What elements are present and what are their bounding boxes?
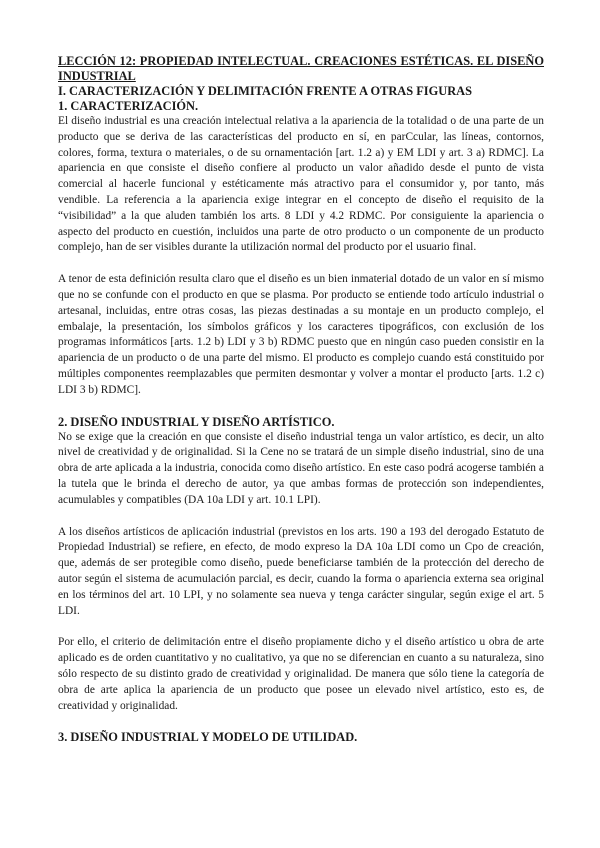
subsection-heading-2: 2. DISEÑO INDUSTRIAL Y DISEÑO ARTÍSTICO. [58,414,335,429]
lesson-title: LECCIÓN 12: PROPIEDAD INTELECTUAL. CREACIONES ESTÉTICAS. EL DISEÑO INDUSTRIAL [58,54,544,83]
paragraph: A los diseños artísticos de aplicación industrial (previstos en los arts. 190 a 193 del derogado Estatuto de Propiedad Industrial) se refiere, en efecto, de modo expreso la DA 10a LDI como un Cpo de creación, que, además de ser protegible como diseño, puede beneficiarse también de la protección del derecho de autor según el sistema de acumulación parcial, es decir, cuando la forma o apariencia externa sea original en los términos del art. 10 LPI, y no solamente sea nueva y tenga carácter singular, según exige el art. 5 LDI. [58,525,544,617]
subsection-heading-1: 1. CARACTERIZACIÓN. [58,99,199,113]
paragraph: A tenor de esta definición resulta claro que el diseño es un bien inmaterial dotado de un valor en sí mismo que no se confunde con el producto en que se plasma. Por producto se entiende todo artículo industrial o artesanal, incluidas, entre otras cosas, las piezas destinadas a su montaje en un producto complejo, el embalaje, la presentación, los símbolos gráficos y los caracteres tipográficos, con exclusión de los programas informáticos [arts. 1.2 b) LDI y 3 b) RDMC puesto que en ningún caso pueden consistir en la apariencia de un producto o de una parte del mismo. El producto es complejo cuando está constituido por múltiples componentes reemplazables que permiten desmontar y volver a montar el producto [arts. 1.2 c) LDI 3 b) RDMC]. [58,273,544,396]
section-title: I. CARACTERIZACIÓN Y DELIMITACIÓN FRENTE A OTRAS FIGURAS [58,84,472,98]
paragraph: El diseño industrial es una creación intelectual relativa a la apariencia de la totalidad o de una parte de un producto que se deriva de las características del producto en sí, en parCcular, las líneas, contornos, colores, forma, textura o materiales, o de su ornamentación [art. 1.2 a) y EM LDI y art. 3 a) RDMC]. La apariencia en que consiste el diseño confiere al producto un valor añadido desde el punto de vista comercial al hacerle funcional y estéticamente más atractivo para el consumidor y, por tanto, más vendible. La referencia a la apariencia exige integrar en el concepto de diseño el requisito de la “visibilidad” a la que aluden también los arts. 8 LDI y 4.2 RDMC. Por consiguiente la apariencia o aspecto del producto en cuestión, incluidos una parte de otro producto o un componente de un producto complejo, han de ser visibles durante la utilización normal del producto por el usuario final. [58,115,544,254]
paragraph: Por ello, el criterio de delimitación entre el diseño propiamente dicho y el diseño artístico u obra de arte aplicado es de orden cuantitativo y no cualitativo, ya que no se diferencian en cuanto a su naturaleza, sino sólo respecto de su distinto grado de creatividad y originalidad. De manera que sólo tiene la categoría de obra de arte aplica la apariencia de un producto que posee un elevado nivel artístico, esto es, de creatividad y originalidad. [58,636,544,712]
paragraph: No se exige que la creación en que consiste el diseño industrial tenga un valor artístico, es decir, un alto nivel de creatividad y de originalidad. Si la Cene no se tratará de un simple diseño industrial, sino de una obra de arte aplicada a la industria, conocida como diseño artístico. En este caso podrá acogerse también a la tutela que le brinda el derecho de autor, ya que ambas formas de protección son independientes, acumulables y compatibles (DA 10a LDI y art. 10.1 LPI). [58,430,544,506]
subsection-heading-3: 3. DISEÑO INDUSTRIAL Y MODELO DE UTILIDAD. [58,730,358,745]
document-page [58,54,544,745]
